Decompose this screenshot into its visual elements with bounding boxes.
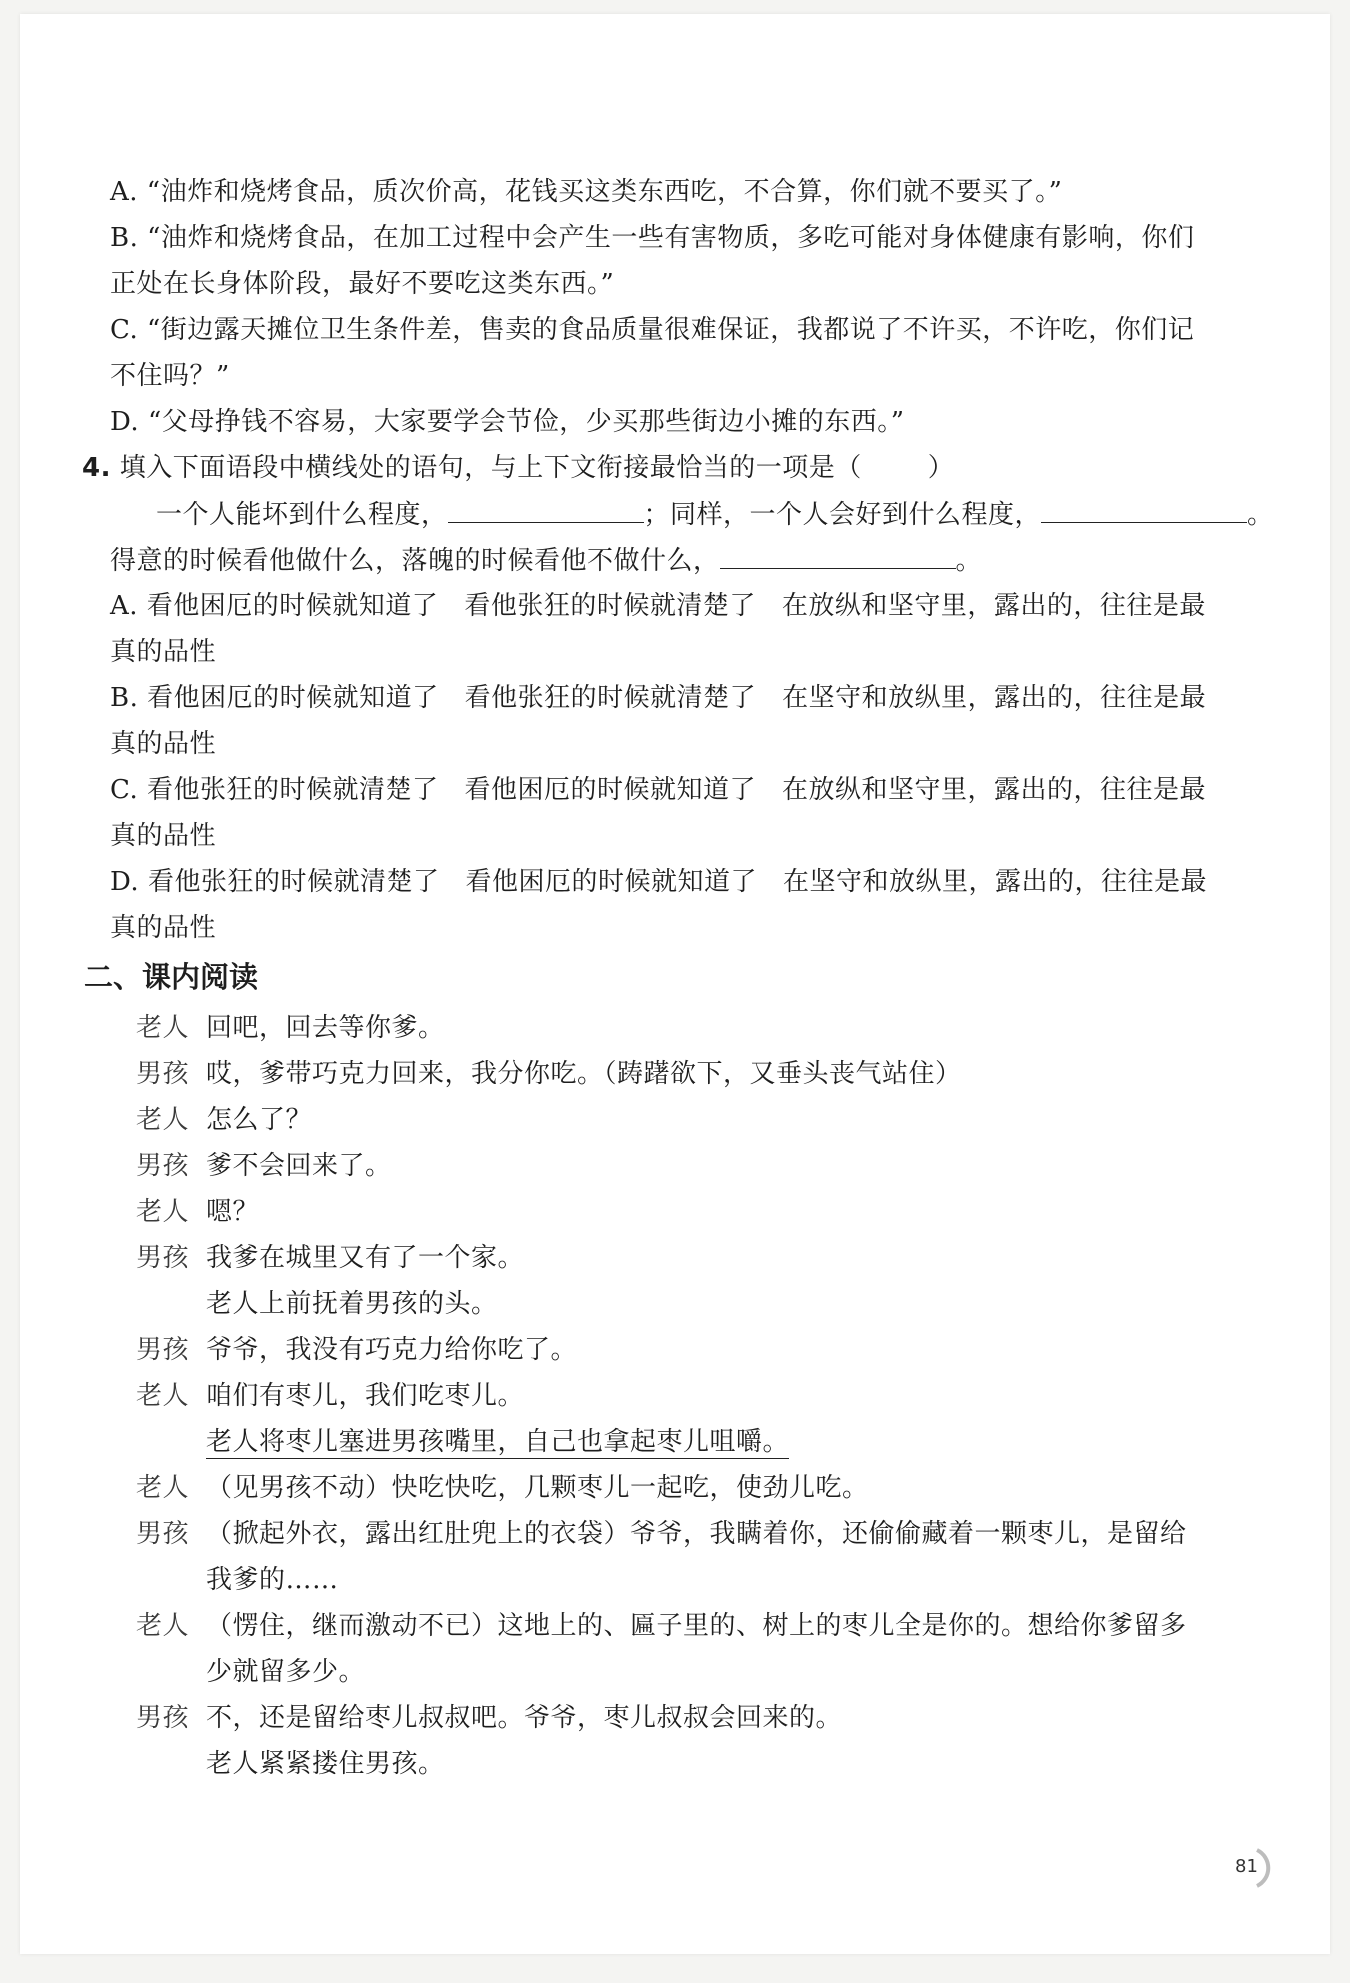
q4-option-b-line2: 真的品性 <box>110 729 217 759</box>
dialogue-line <box>136 1148 392 1184</box>
page-number: 81 <box>1235 1856 1258 1877</box>
speaker-label: 男孩 <box>136 1151 190 1181</box>
dialogue-line <box>136 1378 524 1414</box>
q3-option-c-line2: 不住吗？” <box>110 361 230 391</box>
fill-blank-3[interactable] <box>720 542 956 569</box>
dialogue-line <box>136 1194 259 1230</box>
option-part: 在放纵和坚守里，露出的，往往是最 <box>782 775 1207 805</box>
speaker-label: 老人 <box>136 1013 190 1043</box>
dialogue-line <box>136 1332 577 1368</box>
speech-text: （掀起外衣，露出红肚兜上的衣袋）爷爷，我瞒着你，还偷偷藏着一颗枣儿，是留给 <box>206 1519 1187 1549</box>
speech-continuation: 我爹的…… <box>206 1565 339 1595</box>
speaker-label: 男孩 <box>136 1519 190 1549</box>
speaker-label: 老人 <box>136 1473 190 1503</box>
speech-text: 怎么了？ <box>206 1105 313 1135</box>
q4-number: 4. <box>82 453 111 483</box>
option-part: 在坚守和放纵里，露出的，往往是最 <box>782 683 1207 713</box>
q4-option-a <box>110 588 1206 624</box>
dialogue-line <box>136 1516 1187 1552</box>
q4-option-d-line2: 真的品性 <box>110 913 217 943</box>
option-part: B. 看他困厄的时候就知道了 <box>110 683 439 713</box>
dialogue-line <box>136 1700 842 1736</box>
speech-text: （见男孩不动）快吃快吃，几颗枣儿一起吃，使劲儿吃。 <box>206 1473 869 1503</box>
speech-text: 不，还是留给枣儿叔叔吧。爷爷，枣儿叔叔会回来的。 <box>206 1703 843 1733</box>
option-part: 看他困厄的时候就知道了 <box>465 867 757 897</box>
speaker-label: 老人 <box>136 1105 190 1135</box>
option-part: 看他张狂的时候就清楚了 <box>464 683 757 713</box>
speaker-label: 男孩 <box>136 1243 190 1273</box>
option-part: 在放纵和坚守里，露出的，往往是最 <box>781 591 1206 621</box>
dialogue-line <box>136 1240 524 1276</box>
stage-direction-underlined <box>206 1424 789 1460</box>
q4-option-c-line2: 真的品性 <box>110 821 217 851</box>
fill-blank-2[interactable] <box>1041 496 1247 523</box>
q4-stem-text: 填入下面语段中横线处的语句，与上下文衔接最恰当的一项是（ <box>119 453 862 483</box>
q4-option-a-line2: 真的品性 <box>110 637 217 667</box>
option-part: D. 看他张狂的时候就清楚了 <box>110 867 440 897</box>
q4-passage-line2 <box>110 542 982 579</box>
q4-passage-line1 <box>156 496 1274 533</box>
option-part: C. 看他张狂的时候就清楚了 <box>110 775 439 805</box>
passage-text: ；同样，一个人会好到什么程度， <box>643 500 1042 530</box>
fill-blank-1[interactable] <box>448 496 644 523</box>
dialogue-line <box>136 1608 1187 1644</box>
speaker-label: 老人 <box>136 1611 190 1641</box>
dialogue-line <box>136 1010 445 1046</box>
passage-text: 一个人能坏到什么程度， <box>156 500 448 530</box>
speaker-label: 男孩 <box>136 1703 190 1733</box>
speech-text: 爹不会回来了。 <box>206 1151 392 1181</box>
speech-text: 回吧，回去等你爹。 <box>206 1013 445 1043</box>
dialogue-line <box>136 1056 962 1092</box>
speech-continuation: 少就留多少。 <box>206 1657 366 1687</box>
q3-option-b-line1: B. “油炸和烧烤食品，在加工过程中会产生一些有害物质，多吃可能对身体健康有影响，你们 <box>110 223 1195 253</box>
workbook-page <box>20 14 1330 1954</box>
section-title: 二、课内阅读 <box>84 960 259 994</box>
passage-text: 得意的时候看他做什么，落魄的时候看他不做什么， <box>110 546 720 576</box>
option-part: 看他张狂的时候就清楚了 <box>464 591 756 621</box>
speech-text: 咱们有枣儿，我们吃枣儿。 <box>206 1381 525 1411</box>
q3-option-a: A. “油炸和烧烤食品，质次价高，花钱买这类东西吃，不合算，你们就不要买了。” <box>110 177 1063 207</box>
option-part: 在坚守和放纵里，露出的，往往是最 <box>782 867 1207 897</box>
q3-option-d: D. “父母挣钱不容易，大家要学会节俭，少买那些街边小摊的东西。” <box>110 407 905 437</box>
q4-option-d <box>110 864 1207 900</box>
q4-option-c <box>110 772 1206 808</box>
stage-direction: 老人上前抚着男孩的头。 <box>206 1289 498 1319</box>
speaker-label: 老人 <box>136 1197 190 1227</box>
dialogue-line <box>136 1470 869 1506</box>
speech-text: （愣住，继而激动不已）这地上的、匾子里的、树上的枣儿全是你的。想给你爹留多 <box>206 1611 1187 1641</box>
passage-text: 。 <box>955 546 983 576</box>
passage-text: 。 <box>1247 500 1274 530</box>
q4-stem-close: ） <box>927 453 955 483</box>
speaker-label: 男孩 <box>136 1059 190 1089</box>
underlined-sentence: 老人将枣儿塞进男孩嘴里，自己也拿起枣儿咀嚼。 <box>206 1427 790 1457</box>
speaker-label: 男孩 <box>136 1335 190 1365</box>
q4-option-b <box>110 680 1206 716</box>
speech-text: 我爹在城里又有了一个家。 <box>206 1243 525 1273</box>
q3-option-b-line2: 正处在长身体阶段，最好不要吃这类东西。” <box>110 269 615 299</box>
speaker-label: 老人 <box>136 1381 190 1411</box>
option-part: 看他困厄的时候就知道了 <box>464 775 757 805</box>
stage-direction: 老人紧紧搂住男孩。 <box>206 1749 445 1779</box>
page-number-badge <box>1223 1846 1275 1890</box>
option-part: A. 看他困厄的时候就知道了 <box>110 591 439 621</box>
speech-text: 爷爷，我没有巧克力给你吃了。 <box>206 1335 578 1365</box>
speech-text: 哎，爹带巧克力回来，我分你吃。（踌躇欲下，又垂头丧气站住） <box>206 1059 962 1089</box>
q4-stem <box>82 450 954 486</box>
dialogue-line <box>136 1102 312 1138</box>
speech-text: 嗯？ <box>206 1197 260 1227</box>
q3-option-c-line1: C. “街边露天摊位卫生条件差，售卖的食品质量很难保证，我都说了不许买，不许吃，你们记 <box>110 315 1195 345</box>
